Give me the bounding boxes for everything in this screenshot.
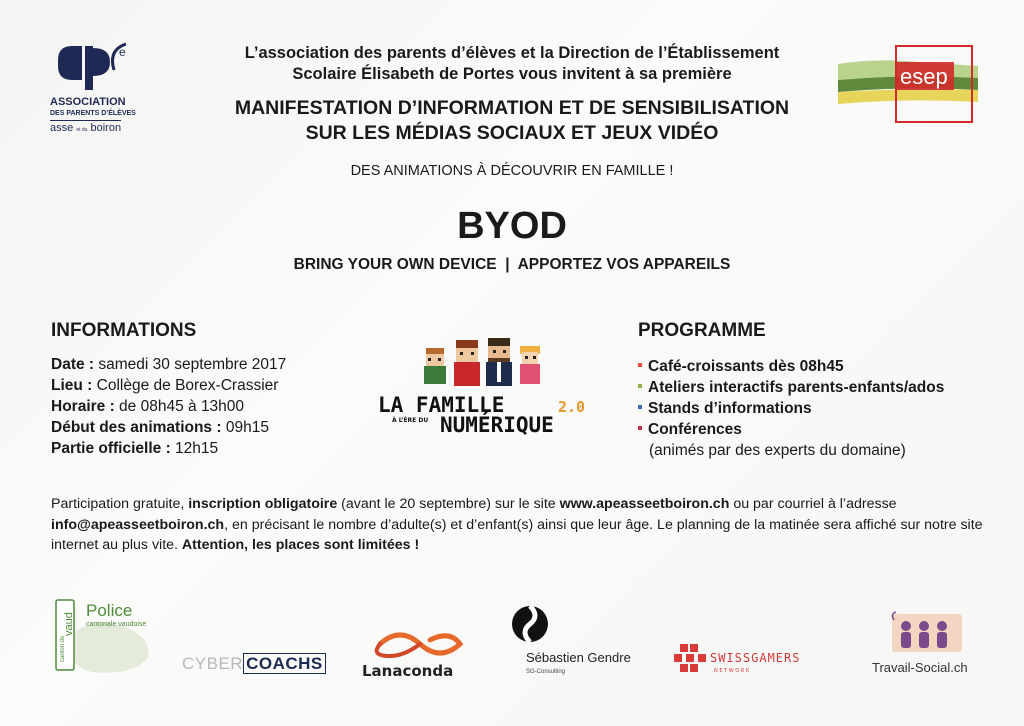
programme-item: Ateliers interactifs parents-enfants/ados xyxy=(638,379,944,397)
svg-text:NUMÉRIQUE: NUMÉRIQUE xyxy=(440,413,554,437)
bullet-icon xyxy=(638,426,642,430)
event-tagline: DES ANIMATIONS À DÉCOUVRIR EN FAMILLE ! xyxy=(350,163,674,179)
participation-text: Participation gratuite, inscription obligatoire (avant le 20 septembre) sur le site www.apeasseetboiron.ch ou par courriel à l’adresse info@apeasseetboiron.ch, en précisant le nombre d’adulte(s) et d’enfant(s) ainsi que leur âge. Le planning de la matinée sera affiché sur notre site internet au plus vite. Attention, les places sont limitées ! xyxy=(51,496,983,553)
svg-text:2.0: 2.0 xyxy=(558,398,586,416)
svg-text:N E T W O R K: N E T W O R K xyxy=(714,668,750,674)
bullet-icon xyxy=(638,363,642,367)
sebastien-gendre-logo xyxy=(506,602,646,682)
svg-text:Travail-Social.ch: Travail-Social.ch xyxy=(872,660,968,675)
info-row-horaire: Horaire : de 08h45 à 13h00 xyxy=(51,398,245,415)
svg-text:Sébastien Gendre: Sébastien Gendre xyxy=(526,650,631,665)
informations-title: INFORMATIONS xyxy=(51,320,197,341)
svg-text:esep: esep xyxy=(900,64,948,89)
byod-subtitle: BRING YOUR OWN DEVICE | APPORTEZ VOS APPAREILS xyxy=(293,256,731,273)
cybercoachs-logo: CYBER COACHS xyxy=(182,654,326,674)
ape-logo-line1: ASSOCIATION xyxy=(50,96,126,108)
ape-logo-line2: DES PARENTS D’ÉLÈVES xyxy=(50,110,136,117)
event-title-line-1: MANIFESTATION D’INFORMATION ET DE SENSIBILISATION xyxy=(234,97,790,119)
svg-text:Lanaconda: Lanaconda xyxy=(362,662,454,680)
svg-text:LA FAMILLE: LA FAMILLE xyxy=(378,393,505,417)
info-row-partie: Partie officielle : 12h15 xyxy=(51,440,219,457)
vaud-police-logo xyxy=(52,596,164,678)
bullet-icon xyxy=(638,405,642,409)
svg-text:cantonale vaudoise: cantonale vaudoise xyxy=(86,621,147,628)
programme-title: PROGRAMME xyxy=(638,320,766,341)
info-row-lieu: Lieu : Collège de Borex-Crassier xyxy=(51,377,279,394)
intro-line-1: L’association des parents d’élèves et la Direction de l’Établissement xyxy=(244,44,780,62)
programme-item: Conférences xyxy=(638,421,742,439)
email-link[interactable]: info@apeasseetboiron.ch xyxy=(51,516,225,533)
ape-logo xyxy=(46,40,146,140)
ape-logo-mark-icon xyxy=(52,40,132,92)
intro-line-2: Scolaire Élisabeth de Portes vous invitent à sa première xyxy=(292,65,732,83)
event-title-line-2: SUR LES MÉDIAS SOCIAUX ET JEUX VIDÉO xyxy=(305,122,719,144)
lanaconda-logo xyxy=(360,626,480,682)
bullet-icon xyxy=(638,384,642,388)
ape-logo-line3: asse et du boiron xyxy=(50,122,122,134)
programme-item: Café-croissants dès 08h45 xyxy=(638,358,844,376)
programme-item: Stands d’informations xyxy=(638,400,812,418)
svg-text:e: e xyxy=(119,45,126,59)
svg-text:SG-Consulting: SG-Consulting xyxy=(526,669,566,675)
svg-text:SWISSGAMERS: SWISSGAMERS xyxy=(710,651,801,665)
svg-text:vaud: vaud xyxy=(63,612,75,636)
website-link[interactable]: www.apeasseetboiron.ch xyxy=(559,496,730,512)
pixel-family-icon xyxy=(424,338,540,386)
programme-note: (animés par des experts du domaine) xyxy=(649,442,906,459)
byod-title: BYOD xyxy=(457,205,567,247)
info-row-date: Date : samedi 30 septembre 2017 xyxy=(51,356,287,373)
svg-text:À L’ÈRE DU: À L’ÈRE DU xyxy=(392,417,429,424)
travail-social-logo xyxy=(866,610,986,680)
la-famille-logo xyxy=(378,338,600,440)
swissgamers-logo xyxy=(672,640,836,680)
svg-text:Police: Police xyxy=(86,601,133,620)
info-row-debut: Début des animations : 09h15 xyxy=(51,419,269,436)
svg-text:canton de: canton de xyxy=(60,635,66,662)
